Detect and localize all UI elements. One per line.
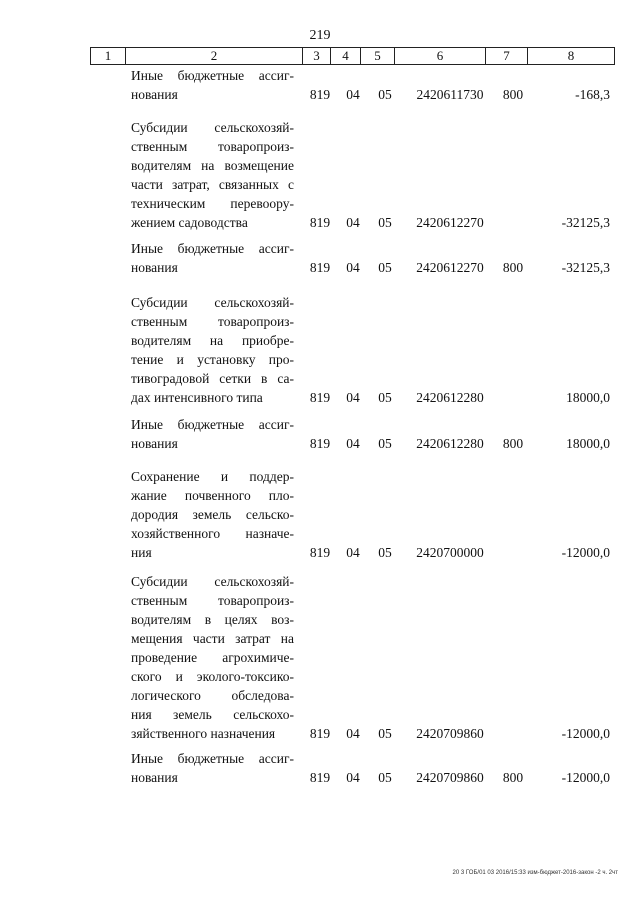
description-line: жением садоводства [131, 215, 248, 230]
row-amount: 18000,0 [566, 390, 610, 405]
row-description [131, 239, 294, 277]
description-line: нования [131, 260, 178, 275]
description-line: Иные бюджетные ассиг- [131, 751, 294, 766]
row-amount: -12000,0 [561, 726, 610, 741]
row-grbs-code: 819 [309, 390, 331, 405]
header-col-7: 7 [486, 48, 528, 64]
description-line: нования [131, 436, 178, 451]
description-line: Иные бюджетные ассиг- [131, 417, 294, 432]
header-col-3: 3 [303, 48, 331, 64]
table-header [90, 47, 615, 65]
row-section-code: 04 [346, 87, 360, 102]
header-col-6: 6 [395, 48, 486, 64]
row-subsection-code: 05 [378, 215, 392, 230]
row-amount: -32125,3 [561, 260, 610, 275]
description-line: ственным товаропроиз- [131, 593, 294, 608]
row-amount: -12000,0 [561, 545, 610, 560]
description-line: Субсидии сельскохозяй- [131, 120, 294, 135]
description-line: техническим перевоору- [131, 196, 294, 211]
description-line: проведение агрохимиче- [131, 650, 294, 665]
description-line: ского и эколого-токсико- [131, 669, 294, 684]
header-col-5: 5 [361, 48, 395, 64]
row-description [131, 749, 294, 787]
description-line: нования [131, 87, 178, 102]
header-col-8: 8 [567, 48, 575, 63]
description-line: ственным товаропроиз- [131, 314, 294, 329]
header-col-2: 2 [126, 48, 303, 64]
row-expense-type: 800 [502, 87, 524, 102]
row-grbs-code: 819 [309, 436, 331, 451]
row-subsection-code: 05 [378, 390, 392, 405]
row-amount: -168,3 [575, 87, 610, 102]
page-number: 219 [309, 28, 331, 43]
row-grbs-code: 819 [309, 770, 331, 785]
row-section-code: 04 [346, 260, 360, 275]
row-section-code: 04 [346, 545, 360, 560]
row-grbs-code: 819 [309, 215, 331, 230]
row-grbs-code: 819 [309, 545, 331, 560]
description-line: тивоградовой сетки в са- [131, 371, 294, 386]
row-target-article: 2420612280 [416, 390, 484, 405]
row-description [131, 118, 294, 232]
row-subsection-code: 05 [378, 260, 392, 275]
row-target-article: 2420709860 [416, 726, 484, 741]
row-target-article: 2420611730 [416, 87, 484, 102]
description-line: Иные бюджетные ассиг- [131, 68, 294, 83]
description-line: дородия земель сельско- [131, 507, 294, 522]
row-description [131, 467, 294, 562]
row-grbs-code: 819 [309, 726, 331, 741]
description-line: Субсидии сельскохозяй- [131, 295, 294, 310]
description-line: логического обследова- [131, 688, 294, 703]
row-expense-type: 800 [502, 436, 524, 451]
description-line: мещения части затрат на [131, 631, 294, 646]
description-line: водителям на возмещение [131, 158, 294, 173]
row-target-article: 2420709860 [416, 770, 484, 785]
row-amount: 18000,0 [566, 436, 610, 451]
description-line: тение и установку про- [131, 352, 294, 367]
row-description [131, 66, 294, 104]
description-line: части затрат, связанных с [131, 177, 294, 192]
row-description [131, 293, 294, 407]
row-subsection-code: 05 [378, 87, 392, 102]
description-line: водителям в целях воз- [131, 612, 294, 627]
row-target-article: 2420700000 [416, 545, 484, 560]
row-grbs-code: 819 [309, 260, 331, 275]
row-target-article: 2420612270 [416, 260, 484, 275]
description-line: ственным товаропроиз- [131, 139, 294, 154]
description-line: ния [131, 545, 152, 560]
row-subsection-code: 05 [378, 436, 392, 451]
description-line: зяйственного назначения [131, 726, 276, 741]
row-target-article: 2420612280 [416, 436, 484, 451]
row-amount: -12000,0 [561, 770, 610, 785]
description-line: ния земель сельскохо- [131, 707, 294, 722]
footer-stamp: 20 3 ГОБ/01 03 2016/15:33 изм-бюджет-2016-закон -2 ч. 2чт [452, 870, 618, 876]
row-amount: -32125,3 [561, 215, 610, 230]
row-description [131, 572, 294, 743]
description-line: дах интенсивного типа [131, 390, 263, 405]
row-section-code: 04 [346, 770, 360, 785]
description-line: водителям на приобре- [131, 333, 294, 348]
row-target-article: 2420612270 [416, 215, 484, 230]
row-expense-type: 800 [502, 770, 524, 785]
description-line: нования [131, 770, 178, 785]
row-description [131, 415, 294, 453]
row-section-code: 04 [346, 436, 360, 451]
header-col-4: 4 [331, 48, 361, 64]
row-grbs-code: 819 [309, 87, 331, 102]
row-section-code: 04 [346, 726, 360, 741]
row-subsection-code: 05 [378, 545, 392, 560]
description-line: Сохранение и поддер- [131, 469, 294, 484]
row-expense-type: 800 [502, 260, 524, 275]
description-line: Иные бюджетные ассиг- [131, 241, 294, 256]
header-col-1: 1 [91, 48, 126, 64]
row-section-code: 04 [346, 390, 360, 405]
description-line: жание почвенного пло- [131, 488, 294, 503]
row-subsection-code: 05 [378, 770, 392, 785]
row-subsection-code: 05 [378, 726, 392, 741]
description-line: хозяйственного назначе- [131, 526, 294, 541]
row-section-code: 04 [346, 215, 360, 230]
description-line: Субсидии сельскохозяй- [131, 574, 294, 589]
